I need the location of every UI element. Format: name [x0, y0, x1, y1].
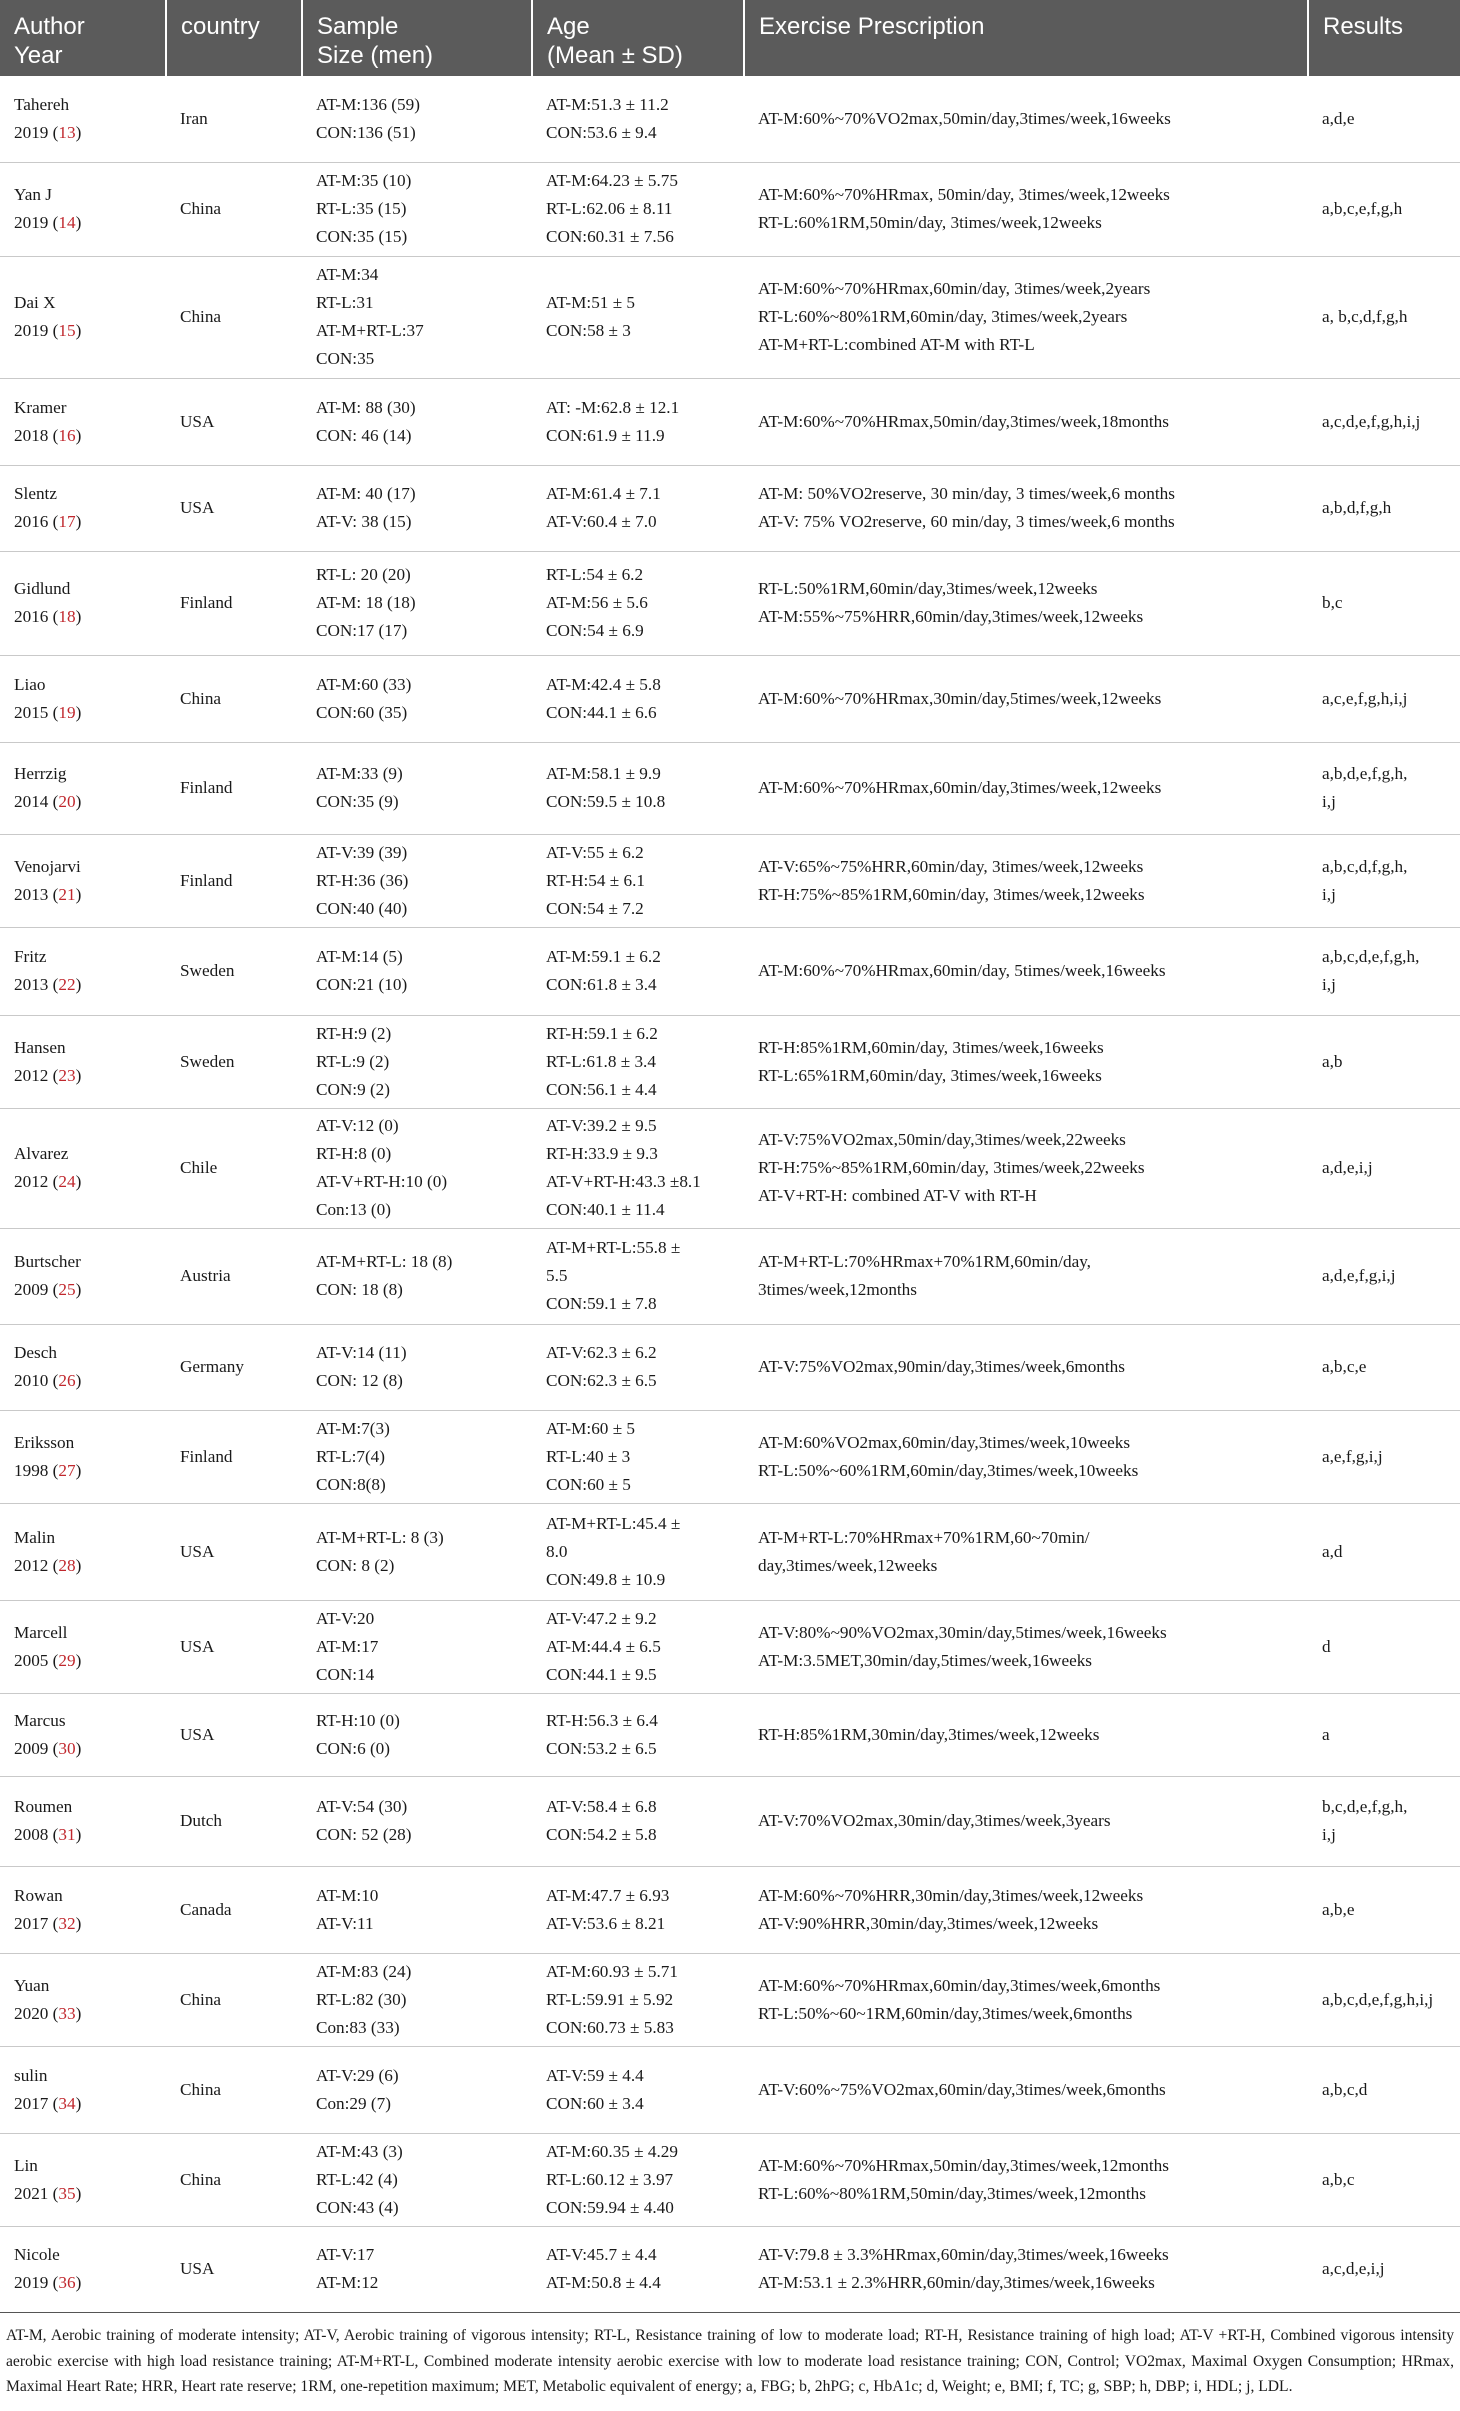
age-cell: AT-M:60.93 ± 5.71 RT-L:59.91 ± 5.92 CON:60.73 ± 5.83: [532, 1953, 744, 2046]
sample-size-cell: AT-M:14 (5) CON:21 (10): [302, 927, 532, 1015]
age-cell: RT-H:56.3 ± 6.4 CON:53.2 ± 6.5: [532, 1693, 744, 1776]
author-name: Yuan: [14, 1975, 50, 1995]
table-row: [0, 2226, 1460, 2312]
age-cell: AT-V:59 ± 4.4 CON:60 ± 3.4: [532, 2046, 744, 2133]
author-name: Eriksson: [14, 1432, 75, 1452]
table-row: [0, 2133, 1460, 2226]
publication-year: 2008: [14, 1825, 49, 1844]
sample-size-cell: AT-M:34 RT-L:31 AT-M+RT-L:37 CON:35: [302, 256, 532, 378]
table-row: [0, 551, 1460, 655]
author-name: Tahereh: [14, 94, 70, 114]
author-name: Alvarez: [14, 1144, 69, 1163]
sample-size-cell: AT-M:60 (33) CON:60 (35): [302, 655, 532, 742]
reference-link[interactable]: 27: [58, 1460, 76, 1480]
results-cell: a,b: [1308, 1015, 1460, 1108]
reference-link[interactable]: 29: [58, 1650, 76, 1670]
publication-year: 2017: [14, 1913, 49, 1933]
table-footnote: AT-M, Aerobic training of moderate intensity; AT-V, Aerobic training of vigorous intensity; RT-L, Resistance training of low to moderate load; RT-H, Resistance training of high load; AT-V +RT-H, Combined vigorous intensity aerobic exercise with high load resistance training; AT-M+RT-L, Combined moderate intensity aerobic exercise with low to moderate load resistance training; CON, Control; VO2max, Maximal Oxygen Consumption; HRmax, Maximal Heart Rate; HRR, Heart rate reserve; 1RM, one-repetition maximum; MET, Metabolic equivalent of energy; a, FBG; b, 2hPG; c, HbA1c; d, Weight; e, BMI; f, TC; g, SBP; h, DBP; i, HDL; j, LDL.: [0, 2312, 1460, 2400]
author-year-cell: Gidlund 2016 (18): [0, 551, 166, 655]
publication-year: 2013: [14, 975, 49, 994]
sample-size-cell: AT-M:7(3) RT-L:7(4) CON:8(8): [302, 1410, 532, 1503]
country-cell: Finland: [166, 551, 302, 655]
country-cell: USA: [166, 465, 302, 551]
country-cell: USA: [166, 1600, 302, 1693]
results-cell: a,b,c,d,f,g,h, i,j: [1308, 834, 1460, 927]
author-year-cell: Yan J 2019 (14): [0, 162, 166, 256]
sample-size-cell: AT-M+RT-L: 8 (3) CON: 8 (2): [302, 1503, 532, 1600]
author-year-cell: sulin 2017 (34): [0, 2046, 166, 2133]
author-name: Desch: [14, 1343, 57, 1362]
table-row: [0, 378, 1460, 465]
reference-link[interactable]: 16: [58, 425, 76, 445]
table-row: [0, 1410, 1460, 1503]
age-cell: AT-M:64.23 ± 5.75 RT-L:62.06 ± 8.11 CON:60.31 ± 7.56: [532, 162, 744, 256]
age-cell: AT-M+RT-L:45.4 ± 8.0 CON:49.8 ± 10.9: [532, 1503, 744, 1600]
age-cell: RT-L:54 ± 6.2 AT-M:56 ± 5.6 CON:54 ± 6.9: [532, 551, 744, 655]
reference-link[interactable]: 31: [58, 1825, 76, 1844]
publication-year: 2015: [14, 702, 49, 722]
country-cell: Sweden: [166, 1015, 302, 1108]
exercise-prescription-cell: AT-M: 50%VO2reserve, 30 min/day, 3 times/week,6 months AT-V: 75% VO2reserve, 60 min/day, 3 times/week,6 months: [744, 465, 1308, 551]
author-name: Liao: [14, 674, 46, 694]
header-sample-size: Sample Size (men): [302, 0, 532, 76]
reference-link[interactable]: 14: [58, 213, 76, 232]
header-country: country: [166, 0, 302, 76]
table-row: [0, 1503, 1460, 1600]
sample-size-cell: AT-M+RT-L: 18 (8) CON: 18 (8): [302, 1228, 532, 1324]
reference-link[interactable]: 26: [58, 1371, 76, 1390]
table-row: [0, 1108, 1460, 1228]
table-body: [0, 76, 1460, 2312]
exercise-prescription-cell: RT-H:85%1RM,60min/day, 3times/week,16weeks RT-L:65%1RM,60min/day, 3times/week,16weeks: [744, 1015, 1308, 1108]
table-header: [0, 0, 1460, 76]
results-cell: a: [1308, 1693, 1460, 1776]
author-year-cell: Fritz 2013 (22): [0, 927, 166, 1015]
publication-year: 2016: [14, 607, 49, 626]
exercise-prescription-cell: RT-L:50%1RM,60min/day,3times/week,12weeks AT-M:55%~75%HRR,60min/day,3times/week,12weeks: [744, 551, 1308, 655]
exercise-prescription-cell: AT-M:60%~70%HRmax,60min/day, 3times/week,2years RT-L:60%~80%1RM,60min/day, 3times/week,2years AT-M+RT-L:combined AT-M with RT-L: [744, 256, 1308, 378]
age-cell: AT-M:60 ± 5 RT-L:40 ± 3 CON:60 ± 5: [532, 1410, 744, 1503]
country-cell: Finland: [166, 834, 302, 927]
sample-size-cell: AT-V:54 (30) CON: 52 (28): [302, 1776, 532, 1866]
author-name: Fritz: [14, 947, 47, 966]
results-cell: a,b,c,d,e,f,g,h, i,j: [1308, 927, 1460, 1015]
sample-size-cell: AT-M:33 (9) CON:35 (9): [302, 742, 532, 834]
table-row: [0, 465, 1460, 551]
age-cell: AT-V:55 ± 6.2 RT-H:54 ± 6.1 CON:54 ± 7.2: [532, 834, 744, 927]
country-cell: Germany: [166, 1324, 302, 1410]
country-cell: Finland: [166, 742, 302, 834]
results-cell: a,b,d,e,f,g,h, i,j: [1308, 742, 1460, 834]
country-cell: Sweden: [166, 927, 302, 1015]
author-name: Gidlund: [14, 579, 71, 598]
country-cell: China: [166, 655, 302, 742]
reference-link[interactable]: 25: [58, 1280, 76, 1299]
age-cell: AT-V:39.2 ± 9.5 RT-H:33.9 ± 9.3 AT-V+RT-H:43.3 ±8.1 CON:40.1 ± 11.4: [532, 1108, 744, 1228]
author-name: sulin: [14, 2065, 48, 2085]
author-year-cell: Lin 2021 (35): [0, 2133, 166, 2226]
age-cell: AT: -M:62.8 ± 12.1 CON:61.9 ± 11.9: [532, 378, 744, 465]
results-cell: a,c,d,e,i,j: [1308, 2226, 1460, 2312]
exercise-prescription-cell: AT-V:65%~75%HRR,60min/day, 3times/week,12weeks RT-H:75%~85%1RM,60min/day, 3times/week,12weeks: [744, 834, 1308, 927]
table-row: [0, 76, 1460, 162]
results-cell: a,d,e: [1322, 108, 1355, 128]
header-results: Results: [1308, 0, 1460, 76]
results-cell: a,e,f,g,i,j: [1308, 1410, 1460, 1503]
country-cell: USA: [166, 2226, 302, 2312]
publication-year: 2005: [14, 1650, 49, 1670]
exercise-prescription-cell: RT-H:85%1RM,30min/day,3times/week,12weeks: [744, 1693, 1308, 1776]
reference-link[interactable]: 18: [58, 607, 76, 626]
age-cell: AT-M:58.1 ± 9.9 CON:59.5 ± 10.8: [532, 742, 744, 834]
exercise-prescription-cell: AT-M:60%~70%HRmax,50min/day,3times/week,18months: [744, 378, 1308, 465]
age-cell: AT-V:45.7 ± 4.4 AT-M:50.8 ± 4.4: [532, 2226, 744, 2312]
results-cell: a,b,c,e,f,g,h: [1308, 162, 1460, 256]
author-year-cell: Kramer 2018 (16): [0, 378, 166, 465]
author-year-cell: Desch 2010 (26): [0, 1324, 166, 1410]
author-year-cell: Tahereh 2019 (13): [14, 94, 82, 142]
author-name: Dai X: [14, 293, 56, 312]
author-year-cell: Alvarez 2012 (24): [0, 1108, 166, 1228]
age-cell: AT-M:42.4 ± 5.8 CON:44.1 ± 6.6: [532, 655, 744, 742]
reference-link[interactable]: 17: [58, 512, 76, 531]
reference-link[interactable]: 34: [58, 2093, 76, 2113]
publication-year: 1998: [14, 1460, 49, 1480]
author-year-cell: Venojarvi 2013 (21): [0, 834, 166, 927]
table-row: [0, 927, 1460, 1015]
reference-link[interactable]: 20: [58, 792, 76, 811]
header-exercise-prescription: Exercise Prescription: [744, 0, 1308, 76]
results-cell: a,b,c,e: [1308, 1324, 1460, 1410]
publication-year: 2014: [14, 792, 49, 811]
publication-year: 2012: [14, 1065, 49, 1085]
sample-size-cell: AT-M:136 (59) CON:136 (51): [316, 94, 420, 142]
results-cell: a,b,c: [1308, 2133, 1460, 2226]
sample-size-cell: AT-M:10 AT-V:11: [302, 1866, 532, 1953]
author-year-cell: Yuan 2020 (33): [0, 1953, 166, 2046]
author-name: Slentz: [14, 484, 57, 503]
age-cell: AT-V:47.2 ± 9.2 AT-M:44.4 ± 6.5 CON:44.1 ± 9.5: [532, 1600, 744, 1693]
publication-year: 2012: [14, 1555, 49, 1575]
exercise-prescription-cell: AT-M:60%~70%HRmax,60min/day,3times/week,12weeks: [744, 742, 1308, 834]
sample-size-cell: RT-L: 20 (20) AT-M: 18 (18) CON:17 (17): [302, 551, 532, 655]
reference-link[interactable]: 13: [58, 122, 76, 142]
exercise-prescription-cell: AT-M:60%VO2max,60min/day,3times/week,10weeks RT-L:50%~60%1RM,60min/day,3times/week,10weeks: [744, 1410, 1308, 1503]
table-row: [0, 1866, 1460, 1953]
publication-year: 2009: [14, 1738, 49, 1758]
results-cell: d: [1308, 1600, 1460, 1693]
sample-size-cell: AT-M:83 (24) RT-L:82 (30) Con:83 (33): [302, 1953, 532, 2046]
results-cell: a,c,e,f,g,h,i,j: [1308, 655, 1460, 742]
results-cell: a,d,e,i,j: [1308, 1108, 1460, 1228]
publication-year: 2018: [14, 425, 49, 445]
age-cell: AT-M+RT-L:55.8 ± 5.5 CON:59.1 ± 7.8: [532, 1228, 744, 1324]
table-row: [0, 1776, 1460, 1866]
results-cell: a,b,d,f,g,h: [1308, 465, 1460, 551]
author-year-cell: Marcell 2005 (29): [0, 1600, 166, 1693]
table-row: [0, 742, 1460, 834]
reference-link[interactable]: 19: [58, 702, 76, 722]
exercise-prescription-cell: AT-M:60%~70%HRmax,60min/day,3times/week,6months RT-L:50%~60~1RM,60min/day,3times/week,6months: [744, 1953, 1308, 2046]
age-cell: AT-M:47.7 ± 6.93 AT-V:53.6 ± 8.21: [532, 1866, 744, 1953]
publication-year: 2013: [14, 884, 49, 904]
table-row: [0, 655, 1460, 742]
author-year-cell: Herrzig 2014 (20): [0, 742, 166, 834]
table-row: [0, 834, 1460, 927]
results-cell: a,c,d,e,f,g,h,i,j: [1308, 378, 1460, 465]
age-cell: AT-M:51.3 ± 11.2 CON:53.6 ± 9.4: [546, 94, 669, 142]
country-cell: USA: [166, 1693, 302, 1776]
reference-link[interactable]: 35: [58, 2183, 76, 2203]
country-cell: China: [166, 1953, 302, 2046]
author-year-cell: Slentz 2016 (17): [0, 465, 166, 551]
reference-link[interactable]: 22: [58, 975, 76, 994]
results-cell: a,b,c,d,e,f,g,h,i,j: [1308, 1953, 1460, 2046]
author-name: Rowan: [14, 1885, 63, 1905]
country-cell: Austria: [166, 1228, 302, 1324]
author-name: Malin: [14, 1527, 56, 1547]
author-name: Hansen: [14, 1037, 66, 1057]
table-row: [0, 162, 1460, 256]
publication-year: 2019: [14, 321, 49, 340]
results-cell: a,b,c,d: [1308, 2046, 1460, 2133]
author-year-cell: Marcus 2009 (30): [0, 1693, 166, 1776]
author-year-cell: Eriksson 1998 (27): [0, 1410, 166, 1503]
sample-size-cell: AT-V:20 AT-M:17 CON:14: [302, 1600, 532, 1693]
age-cell: AT-V:62.3 ± 6.2 CON:62.3 ± 6.5: [532, 1324, 744, 1410]
sample-size-cell: AT-V:29 (6) Con:29 (7): [302, 2046, 532, 2133]
exercise-prescription-cell: AT-M+RT-L:70%HRmax+70%1RM,60~70min/ day,3times/week,12weeks: [744, 1503, 1308, 1600]
header-author-year: Author Year: [0, 0, 166, 76]
table-row: [0, 256, 1460, 378]
results-cell: a,d,e,f,g,i,j: [1308, 1228, 1460, 1324]
publication-year: 2019: [14, 2273, 49, 2293]
exercise-prescription-cell: AT-M:60%~70%VO2max,50min/day,3times/week,16weeks: [758, 108, 1171, 128]
reference-link[interactable]: 15: [58, 321, 76, 340]
country-cell: USA: [166, 1503, 302, 1600]
age-cell: AT-V:58.4 ± 6.8 CON:54.2 ± 5.8: [532, 1776, 744, 1866]
country-cell: China: [166, 2046, 302, 2133]
age-cell: AT-M:51 ± 5 CON:58 ± 3: [532, 256, 744, 378]
country-cell: China: [166, 162, 302, 256]
country-cell: Canada: [166, 1866, 302, 1953]
author-year-cell: Liao 2015 (19): [0, 655, 166, 742]
table-row: [0, 1600, 1460, 1693]
exercise-prescription-cell: AT-V:80%~90%VO2max,30min/day,5times/week,16weeks AT-M:3.5MET,30min/day,5times/week,16weeks: [744, 1600, 1308, 1693]
exercise-prescription-cell: AT-V:70%VO2max,30min/day,3times/week,3years: [744, 1776, 1308, 1866]
sample-size-cell: AT-M:35 (10) RT-L:35 (15) CON:35 (15): [302, 162, 532, 256]
author-name: Roumen: [14, 1797, 73, 1816]
exercise-prescription-cell: AT-M:60%~70%HRmax,30min/day,5times/week,12weeks: [744, 655, 1308, 742]
exercise-prescription-cell: AT-M:60%~70%HRmax,50min/day,3times/week,12months RT-L:60%~80%1RM,50min/day,3times/week,12months: [744, 2133, 1308, 2226]
publication-year: 2019: [14, 122, 49, 142]
sample-size-cell: AT-M: 88 (30) CON: 46 (14): [302, 378, 532, 465]
country-cell: Iran: [180, 108, 208, 128]
header-age: Age (Mean ± SD): [532, 0, 744, 76]
author-year-cell: Roumen 2008 (31): [0, 1776, 166, 1866]
sample-size-cell: AT-V:39 (39) RT-H:36 (36) CON:40 (40): [302, 834, 532, 927]
results-cell: b,c: [1308, 551, 1460, 655]
country-cell: China: [166, 2133, 302, 2226]
age-cell: AT-M:59.1 ± 6.2 CON:61.8 ± 3.4: [532, 927, 744, 1015]
exercise-prescription-cell: AT-V:60%~75%VO2max,60min/day,3times/week,6months: [744, 2046, 1308, 2133]
sample-size-cell: RT-H:10 (0) CON:6 (0): [302, 1693, 532, 1776]
reference-link[interactable]: 33: [58, 2003, 76, 2023]
exercise-prescription-cell: AT-M:60%~70%HRmax, 50min/day, 3times/week,12weeks RT-L:60%1RM,50min/day, 3times/week,12weeks: [744, 162, 1308, 256]
publication-year: 2016: [14, 512, 49, 531]
sample-size-cell: RT-H:9 (2) RT-L:9 (2) CON:9 (2): [302, 1015, 532, 1108]
publication-year: 2017: [14, 2093, 49, 2113]
author-year-cell: Malin 2012 (28): [0, 1503, 166, 1600]
sample-size-cell: AT-V:17 AT-M:12: [302, 2226, 532, 2312]
country-cell: Chile: [166, 1108, 302, 1228]
sample-size-cell: AT-M:43 (3) RT-L:42 (4) CON:43 (4): [302, 2133, 532, 2226]
publication-year: 2019: [14, 213, 49, 232]
author-year-cell: Burtscher 2009 (25): [0, 1228, 166, 1324]
results-cell: a,d: [1308, 1503, 1460, 1600]
reference-link[interactable]: 21: [58, 884, 76, 904]
exercise-prescription-cell: AT-M:60%~70%HRR,30min/day,3times/week,12weeks AT-V:90%HRR,30min/day,3times/week,12weeks: [744, 1866, 1308, 1953]
country-cell: USA: [166, 378, 302, 465]
publication-year: 2012: [14, 1172, 49, 1191]
author-year-cell: Rowan 2017 (32): [0, 1866, 166, 1953]
author-name: Marcell: [14, 1622, 68, 1642]
author-name: Lin: [14, 2155, 38, 2175]
sample-size-cell: AT-V:14 (11) CON: 12 (8): [302, 1324, 532, 1410]
table-row: [0, 1693, 1460, 1776]
author-year-cell: Nicole 2019 (36): [0, 2226, 166, 2312]
country-cell: Finland: [166, 1410, 302, 1503]
author-year-cell: Hansen 2012 (23): [0, 1015, 166, 1108]
age-cell: RT-H:59.1 ± 6.2 RT-L:61.8 ± 3.4 CON:56.1 ± 4.4: [532, 1015, 744, 1108]
author-name: Nicole: [14, 2245, 60, 2265]
publication-year: 2021: [14, 2183, 49, 2203]
reference-link[interactable]: 24: [58, 1172, 76, 1191]
exercise-prescription-cell: AT-V:79.8 ± 3.3%HRmax,60min/day,3times/week,16weeks AT-M:53.1 ± 2.3%HRR,60min/day,3times/week,16weeks: [744, 2226, 1308, 2312]
results-cell: a, b,c,d,f,g,h: [1308, 256, 1460, 378]
country-cell: China: [166, 256, 302, 378]
table-row: [0, 2046, 1460, 2133]
table-row: [0, 1953, 1460, 2046]
author-name: Yan J: [14, 185, 52, 204]
results-cell: a,b,e: [1308, 1866, 1460, 1953]
reference-link[interactable]: 36: [58, 2273, 76, 2293]
publication-year: 2009: [14, 1280, 49, 1299]
author-name: Venojarvi: [14, 856, 81, 876]
author-name: Kramer: [14, 397, 67, 417]
author-year-cell: Dai X 2019 (15): [0, 256, 166, 378]
exercise-prescription-cell: AT-M+RT-L:70%HRmax+70%1RM,60min/day, 3times/week,12months: [744, 1228, 1308, 1324]
exercise-prescription-cell: AT-V:75%VO2max,50min/day,3times/week,22weeks RT-H:75%~85%1RM,60min/day, 3times/week,22weeks AT-V+RT-H: combined AT-V with RT-H: [744, 1108, 1308, 1228]
author-name: Herrzig: [14, 764, 67, 783]
table-row: [0, 1015, 1460, 1108]
country-cell: Dutch: [166, 1776, 302, 1866]
author-name: Burtscher: [14, 1252, 81, 1271]
table-row: [0, 1324, 1460, 1410]
reference-link[interactable]: 23: [58, 1065, 76, 1085]
age-cell: AT-M:61.4 ± 7.1 AT-V:60.4 ± 7.0: [532, 465, 744, 551]
table-row: [0, 1228, 1460, 1324]
author-name: Marcus: [14, 1710, 66, 1730]
exercise-prescription-cell: AT-M:60%~70%HRmax,60min/day, 5times/week,16weeks: [744, 927, 1308, 1015]
reference-link[interactable]: 32: [58, 1913, 76, 1933]
sample-size-cell: AT-V:12 (0) RT-H:8 (0) AT-V+RT-H:10 (0) Con:13 (0): [302, 1108, 532, 1228]
publication-year: 2010: [14, 1371, 49, 1390]
sample-size-cell: AT-M: 40 (17) AT-V: 38 (15): [302, 465, 532, 551]
publication-year: 2020: [14, 2003, 49, 2023]
reference-link[interactable]: 30: [58, 1738, 76, 1758]
reference-link[interactable]: 28: [58, 1555, 76, 1575]
exercise-prescription-cell: AT-V:75%VO2max,90min/day,3times/week,6months: [744, 1324, 1308, 1410]
age-cell: AT-M:60.35 ± 4.29 RT-L:60.12 ± 3.97 CON:59.94 ± 4.40: [532, 2133, 744, 2226]
results-cell: b,c,d,e,f,g,h, i,j: [1308, 1776, 1460, 1866]
